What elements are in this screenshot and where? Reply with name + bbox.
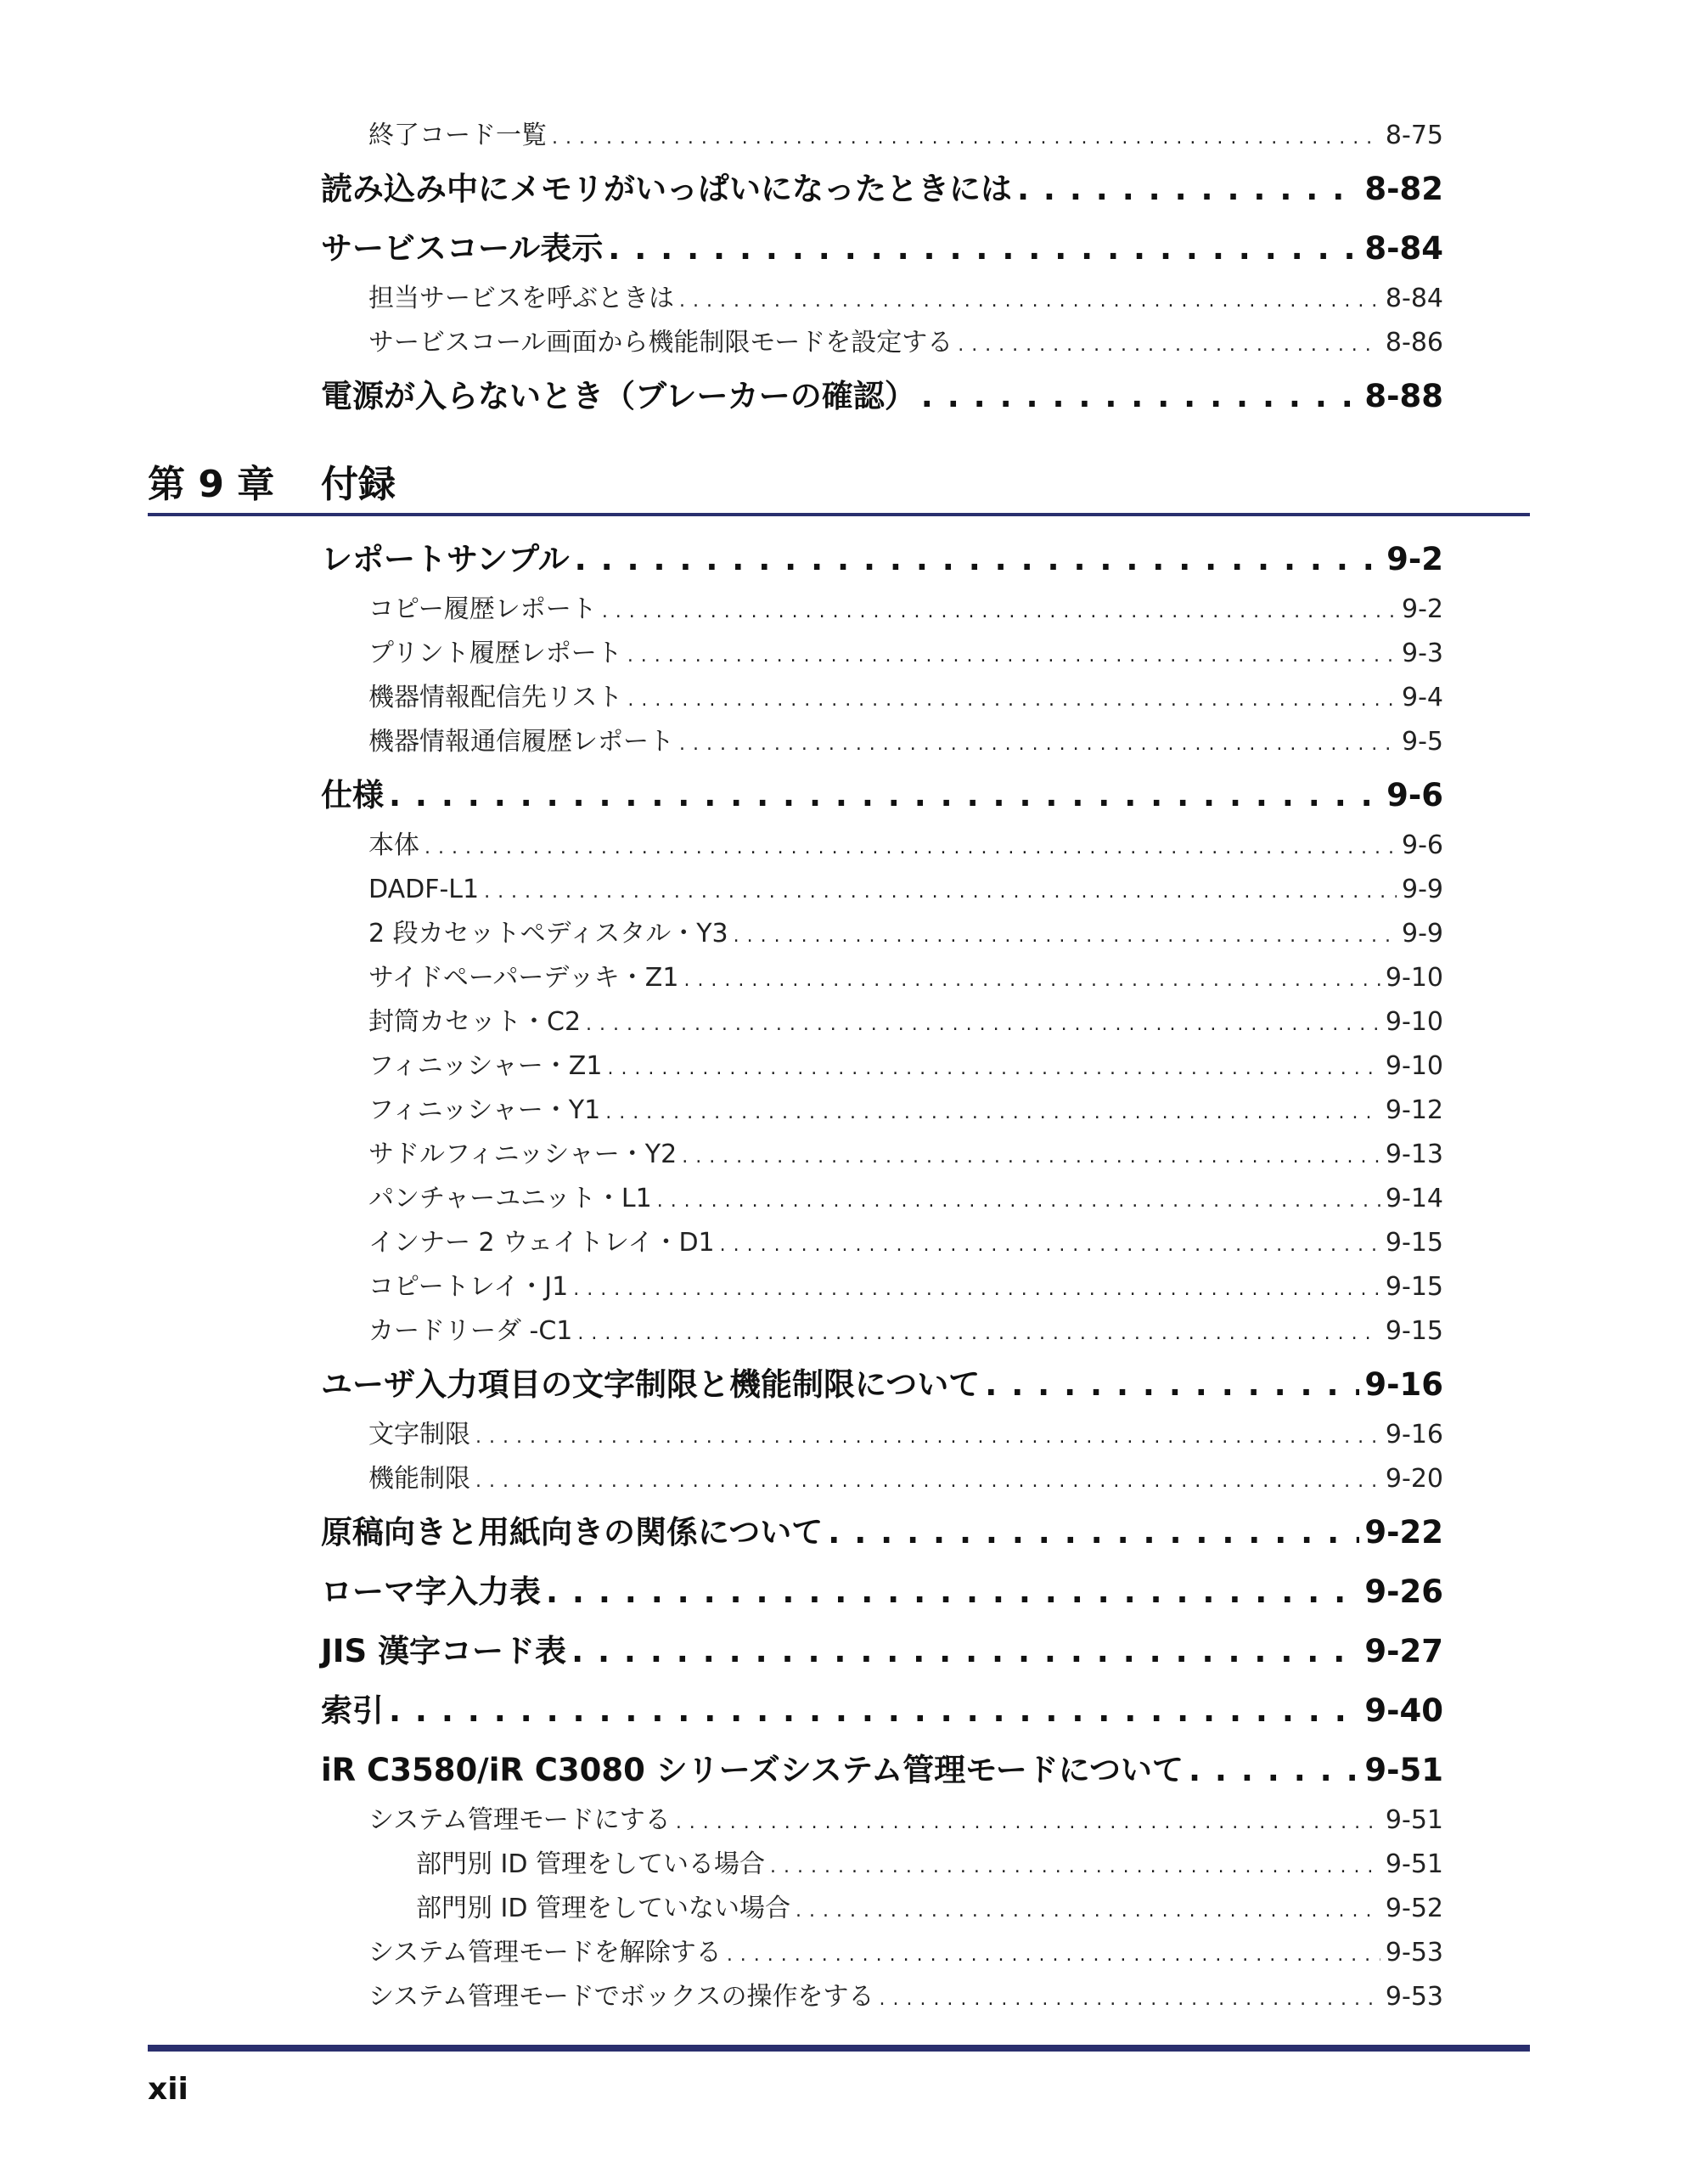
toc-subsection-entry[interactable] (321, 1975, 1443, 2019)
toc-section-entry[interactable] (321, 1624, 1443, 1680)
entry-title: サドルフィニッシャー・Y2 (368, 1140, 678, 1169)
toc-section-entry[interactable] (321, 221, 1443, 277)
entry-title: フィニッシャー・Z1 (368, 1051, 603, 1081)
dot-leader (475, 1460, 1380, 1504)
toc-subsection-entry[interactable] (321, 720, 1443, 764)
entry-page: 9-10 (1385, 1007, 1443, 1037)
toc-subsection-entry[interactable] (321, 277, 1443, 321)
toc-subsection-entry[interactable] (321, 1887, 1443, 1931)
entry-title: コピー履歴レポート (368, 594, 597, 624)
entry-page: 9-16 (1385, 1420, 1443, 1449)
entry-title: 電源が入らないとき（ブレーカーの確認） (321, 378, 916, 414)
entry-title: 機器情報通信履歴レポート (368, 727, 674, 757)
dot-leader (734, 915, 1397, 959)
toc-subsection-entry[interactable] (321, 676, 1443, 720)
entry-title: パンチャーユニット・L1 (368, 1184, 652, 1213)
entry-title: 本体 (368, 830, 419, 860)
entry-title: システム管理モードにする (368, 1805, 671, 1835)
entry-page: 9-13 (1385, 1140, 1443, 1169)
entry-title: 担当サービスを呼ぶときは (368, 284, 674, 313)
entry-page: 9-5 (1402, 727, 1443, 757)
entry-page: 9-26 (1364, 1573, 1443, 1610)
entry-page: 9-6 (1402, 830, 1443, 860)
dot-leader (679, 279, 1380, 324)
entry-page: 9-2 (1386, 541, 1443, 577)
entry-page: 9-51 (1364, 1752, 1443, 1788)
dot-leader (880, 1978, 1380, 2022)
entry-title: サービスコール画面から機能制限モードを設定する (368, 328, 953, 357)
entry-page: 9-27 (1364, 1633, 1443, 1669)
entry-title: 文字制限 (368, 1420, 470, 1449)
toc-subsection-entry[interactable] (321, 1089, 1443, 1133)
toc-subsection-entry[interactable] (321, 632, 1443, 676)
entry-title: サイドペーパーデッキ・Z1 (368, 963, 679, 993)
toc-subsection-entry[interactable] (321, 1457, 1443, 1501)
dot-leader (546, 1564, 1359, 1620)
dot-leader (828, 1505, 1359, 1561)
entry-title: フィニッシャー・Y1 (368, 1095, 601, 1125)
toc-subsection-entry[interactable] (321, 1177, 1443, 1221)
dot-leader (627, 634, 1397, 678)
dot-leader (683, 959, 1380, 1003)
toc-subsection-entry[interactable] (321, 1309, 1443, 1354)
dot-leader (676, 1801, 1380, 1845)
dot-leader (602, 590, 1397, 634)
dot-leader (720, 1224, 1380, 1268)
entry-title: コピートレイ・J1 (368, 1272, 569, 1302)
toc-chapter-9-list (321, 528, 1443, 2019)
dot-leader (921, 369, 1360, 425)
entry-page: 9-6 (1386, 777, 1443, 813)
entry-page: 9-53 (1385, 1938, 1443, 1967)
toc-section-entry[interactable] (321, 532, 1443, 588)
toc-subsection-entry[interactable] (321, 114, 1443, 158)
entry-page: 8-84 (1364, 230, 1443, 267)
dot-leader (577, 1312, 1380, 1356)
entry-page: 9-14 (1385, 1184, 1443, 1213)
dot-leader (958, 324, 1380, 368)
entry-page: 9-15 (1385, 1228, 1443, 1258)
entry-page: 9-52 (1385, 1894, 1443, 1923)
entry-title: 2 段カセットペディスタル・Y3 (368, 919, 728, 948)
dot-leader (575, 532, 1381, 588)
toc-section-entry[interactable] (321, 768, 1443, 824)
toc-section-entry[interactable] (321, 1742, 1443, 1798)
footer-rule (148, 2045, 1530, 2052)
toc-section-entry[interactable] (321, 1683, 1443, 1739)
dot-leader (424, 826, 1397, 870)
entry-page: 9-51 (1385, 1805, 1443, 1835)
toc-continued-list (321, 114, 1443, 425)
toc-subsection-entry[interactable] (321, 1413, 1443, 1457)
entry-title: 読み込み中にメモリがいっぱいになったときには (321, 171, 1012, 207)
chapter-title: 付録 (321, 463, 396, 506)
entry-page: 8-82 (1364, 171, 1443, 207)
toc-subsection-entry[interactable] (321, 1265, 1443, 1309)
dot-leader (573, 1268, 1380, 1312)
toc-subsection-entry[interactable] (321, 868, 1443, 912)
toc-subsection-entry[interactable] (321, 912, 1443, 956)
entry-page: 8-86 (1385, 328, 1443, 357)
toc-subsection-entry[interactable] (321, 1044, 1443, 1089)
entry-title: ローマ字入力表 (321, 1573, 541, 1610)
entry-title: DADF-L1 (368, 875, 480, 904)
entry-page: 8-88 (1364, 378, 1443, 414)
entry-title: サービスコール表示 (321, 230, 604, 267)
dot-leader (484, 870, 1397, 915)
toc-subsection-entry[interactable] (321, 956, 1443, 1000)
dot-leader (389, 1683, 1359, 1739)
entry-page: 8-75 (1385, 121, 1443, 150)
toc-subsection-entry[interactable] (321, 588, 1443, 632)
entry-page: 9-12 (1385, 1095, 1443, 1125)
dot-leader (679, 723, 1397, 767)
entry-page: 9-40 (1364, 1692, 1443, 1729)
dot-leader (770, 1845, 1380, 1889)
toc-subsection-entry[interactable] (321, 1843, 1443, 1887)
entry-page: 9-10 (1385, 1051, 1443, 1081)
entry-title: JIS 漢字コード表 (321, 1633, 567, 1669)
entry-title: カードリーダ -C1 (368, 1316, 573, 1346)
entry-page: 9-51 (1385, 1849, 1443, 1879)
entry-page: 9-9 (1402, 919, 1443, 948)
dot-leader (1017, 161, 1359, 217)
dot-leader (796, 1889, 1380, 1934)
toc-section-entry[interactable] (321, 1505, 1443, 1561)
entry-page: 9-16 (1364, 1366, 1443, 1403)
dot-leader (985, 1357, 1359, 1413)
dot-leader (657, 1179, 1380, 1224)
dot-leader (1189, 1742, 1359, 1798)
entry-title: 部門別 ID 管理をしている場合 (416, 1849, 766, 1879)
entry-title: 機器情報配信先リスト (368, 683, 623, 712)
entry-page: 9-22 (1364, 1514, 1443, 1551)
entry-page: 9-2 (1402, 594, 1443, 624)
entry-title: ユーザ入力項目の文字制限と機能制限について (321, 1366, 981, 1403)
toc-subsection-entry[interactable] (321, 1000, 1443, 1044)
entry-title: レポートサンプル (321, 541, 570, 577)
page-number: xii (148, 2072, 188, 2107)
toc-subsection-entry[interactable] (321, 824, 1443, 868)
entry-title: プリント履歴レポート (368, 639, 622, 668)
toc-subsection-entry[interactable] (321, 1798, 1443, 1843)
entry-title: iR C3580/iR C3080 シリーズシステム管理モードについて (321, 1752, 1184, 1788)
entry-page: 9-4 (1402, 683, 1443, 712)
entry-title: 機能制限 (368, 1464, 470, 1494)
entry-title: 仕様 (321, 777, 384, 813)
chapter-number: 第 9 章 (148, 463, 275, 506)
dot-leader (627, 678, 1397, 723)
entry-page: 9-15 (1385, 1316, 1443, 1346)
dot-leader (586, 1003, 1380, 1047)
entry-page: 9-10 (1385, 963, 1443, 993)
dot-leader (571, 1624, 1359, 1680)
entry-title: システム管理モードでボックスの操作をする (368, 1982, 874, 2012)
entry-title: 封筒カセット・C2 (368, 1007, 582, 1037)
entry-title: インナー 2 ウェイトレイ・D1 (368, 1228, 715, 1258)
entry-title: 終了コード一覧 (368, 121, 547, 150)
chapter-heading (148, 442, 1530, 516)
entry-title: 索引 (321, 1692, 384, 1729)
toc-subsection-entry[interactable] (321, 1133, 1443, 1177)
entry-title: 部門別 ID 管理をしていない場合 (416, 1894, 791, 1923)
entry-page: 9-20 (1385, 1464, 1443, 1494)
dot-leader (389, 768, 1381, 824)
dot-leader (475, 1416, 1380, 1460)
entry-page: 8-84 (1385, 284, 1443, 313)
dot-leader (608, 221, 1359, 277)
toc-section-entry[interactable] (321, 161, 1443, 217)
toc-subsection-entry[interactable] (321, 1221, 1443, 1265)
dot-leader (727, 1934, 1380, 1978)
toc-subsection-entry[interactable] (321, 321, 1443, 365)
entry-page: 9-53 (1385, 1982, 1443, 2012)
dot-leader (552, 116, 1380, 160)
toc-section-entry[interactable] (321, 369, 1443, 425)
entry-page: 9-15 (1385, 1272, 1443, 1302)
entry-title: 原稿向きと用紙向きの関係について (321, 1514, 824, 1551)
entry-page: 9-9 (1402, 875, 1443, 904)
dot-leader (605, 1091, 1380, 1135)
dot-leader (682, 1135, 1380, 1179)
toc-subsection-entry[interactable] (321, 1931, 1443, 1975)
entry-title: システム管理モードを解除する (368, 1938, 722, 1967)
toc-section-entry[interactable] (321, 1357, 1443, 1413)
dot-leader (607, 1047, 1380, 1091)
entry-page: 9-3 (1402, 639, 1443, 668)
toc-section-entry[interactable] (321, 1564, 1443, 1620)
